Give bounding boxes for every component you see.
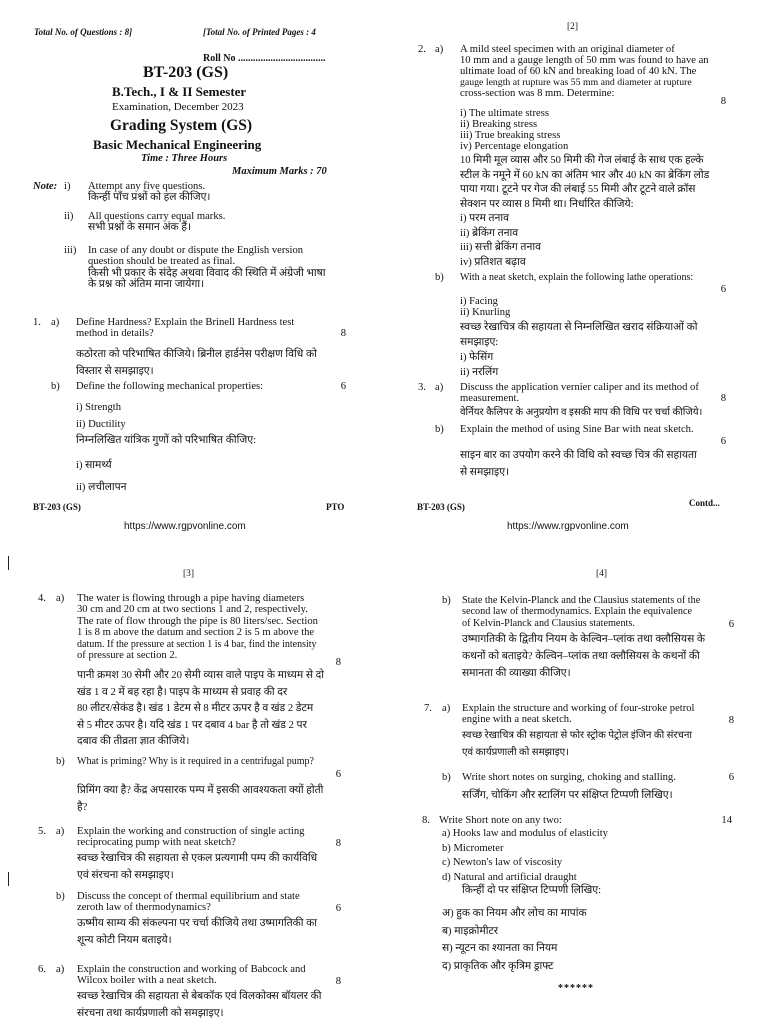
question-text: 1 is 8 m above the datum and section 2 is 5 m above the	[77, 627, 315, 639]
question-text-hindi: 80 लीटर/सेकंड है। खंड 1 डेटम से 8 मीटर ऊपर है व खंड 2 डेटम	[77, 703, 314, 714]
question-text-hindi: स्टील के नमूने में 60 kN का अंतिम भार और 40 kN का ब्रेकिंग लोड	[460, 169, 710, 181]
question-number: 3.	[418, 382, 426, 393]
marks: 6	[720, 284, 726, 295]
website-url: https://www.rgpvonline.com	[507, 521, 629, 532]
question-text: method in details?	[76, 328, 154, 340]
question-text-hindi: शून्य कोटी नियम बताइये।	[77, 935, 172, 946]
question-text: Explain the structure and working of four-stroke petrol	[462, 703, 695, 714]
course-name: B.Tech., I & II Semester	[112, 84, 247, 99]
subject-title: Basic Mechanical Engineering	[93, 137, 262, 152]
question-text-hindi: से 5 मीटर ऊपर है। यदि खंड 1 पर दबाव 4 bar है तो खंड 2 पर	[77, 719, 307, 731]
end-marker: ******	[558, 983, 594, 994]
footer-contd: Contd...	[689, 498, 720, 508]
question-text: The rate of flow through the pipe is 80 liters/sec. Section	[77, 615, 318, 627]
question-text-hindi: 10 मिमी मूल व्यास और 50 मिमी की गेज लंबाई के साथ एक हल्के	[460, 155, 704, 166]
question-part: b)	[442, 595, 451, 606]
note-num: iii)	[64, 245, 77, 256]
question-text: datum. If the pressure at section 1 is 4 bar, find the intensity	[77, 638, 317, 650]
question-text-hindi: स्वच्छ रेखाचित्र की सहायता से बेबकॉक एवं विलकोक्स बॉयलर की	[77, 991, 322, 1002]
question-text: What is priming? Why is it required in a centrifugal pump?	[77, 756, 314, 767]
note-text: किन्हीं पाँच प्रश्नों को हल कीजिए।	[88, 192, 211, 204]
question-text-hindi: सर्जिंग, चोकिंग और स्टालिंग पर संक्षिप्त टिप्पणी लिखिए।	[462, 790, 673, 801]
footer-pto: PTO	[326, 502, 345, 512]
question-item: b) Micrometer	[442, 842, 504, 854]
question-item: d) Natural and artificial draught	[442, 871, 577, 883]
question-text-hindi: एवं संरचना को समझाइए।	[77, 870, 174, 881]
question-item: i) Strength	[76, 402, 122, 413]
note-num: i)	[64, 181, 71, 192]
question-text: engine with a neat sketch.	[462, 714, 572, 726]
question-text: Write Short note on any two:	[439, 815, 562, 826]
question-text-hindi: स्वच्छ रेखाचित्र की सहायता से फोर स्ट्रोक पेट्रोल इंजिन की संरचना	[462, 730, 692, 741]
question-item-hindi: i) फेसिंग	[460, 352, 494, 363]
question-part: a)	[56, 826, 65, 837]
question-item-hindi: iii) सत्ती ब्रेकिंग तनाव	[460, 242, 541, 253]
question-item: ii) Ductility	[76, 419, 126, 430]
question-text: zeroth law of thermodynamics?	[77, 902, 211, 914]
footer-code: BT-203 (GS)	[33, 502, 81, 512]
question-text: second law of thermodynamics. Explain the equivalence	[462, 606, 692, 618]
question-text-hindi: किन्हीं दो पर संक्षिप्त टिप्पणी लिखिए:	[462, 885, 602, 896]
question-text-hindi: दबाव की तीव्रता ज्ञात कीजिये।	[77, 736, 190, 747]
page-number: [2]	[567, 22, 579, 32]
question-text-hindi: समानता की व्याख्या कीजिए।	[462, 668, 571, 679]
question-item: iv) Percentage elongation	[460, 141, 569, 152]
question-item: c) Newton's law of viscosity	[442, 857, 563, 868]
question-item-hindi: iv) प्रतिशत बढ़ाव	[460, 256, 526, 268]
question-text: reciprocating pump with neat sketch?	[77, 837, 236, 849]
question-item: a) Hooks law and modulus of elasticity	[442, 828, 608, 839]
question-text-hindi: एवं कार्यप्रणाली को समझाइए।	[462, 747, 569, 758]
note-text: के प्रश्न को अंतिम माना जायेगा।	[88, 279, 205, 291]
question-text: Explain the construction and working of Babcock and	[77, 964, 306, 975]
marks: 8	[728, 715, 734, 726]
marks: 6	[728, 772, 734, 783]
exam-page-1	[0, 0, 384, 512]
marks: 14	[721, 815, 732, 826]
question-text-hindi: साइन बार का उपयोग करने की विधि को स्वच्छ चित्र की सहायता	[460, 450, 697, 461]
question-item-hindi: अ) हुक का नियम और लोच का मापांक	[442, 908, 587, 919]
question-item-hindi: ब) माइक्रोमीटर	[442, 925, 499, 937]
question-number: 1.	[33, 317, 41, 328]
question-text-hindi: पानी क्रमश 30 सेमी और 20 सेमी व्यास वाले पाइप के माध्यम से दो	[77, 670, 325, 681]
page-number: [3]	[183, 569, 195, 579]
question-text: Explain the working and construction of single acting	[77, 826, 305, 837]
question-text-hindi: स्वच्छ रेखाचित्र की सहायता से निम्नलिखित खराद संक्रियाओं को	[460, 322, 698, 333]
question-text: Write short notes on surging, choking and stalling.	[462, 772, 676, 783]
question-part: b)	[51, 381, 60, 392]
question-part: a)	[435, 44, 444, 55]
note-text: All questions carry equal marks.	[88, 211, 226, 222]
margin-mark	[8, 872, 9, 886]
time-allowed: Time : Three Hours	[141, 153, 228, 164]
question-part: a)	[51, 317, 60, 328]
paper-code: BT-203 (GS)	[143, 64, 229, 81]
question-part: b)	[435, 272, 444, 283]
question-item: iii) True breaking stress	[460, 130, 561, 141]
exam-page-4	[384, 512, 768, 1024]
question-number: 6.	[38, 964, 46, 975]
question-number: 5.	[38, 826, 46, 837]
question-text: With a neat sketch, explain the following lathe operations:	[460, 272, 694, 283]
question-text-hindi: विस्तार से समझाइए।	[76, 366, 154, 377]
question-part: a)	[56, 593, 65, 604]
question-number: 4.	[38, 593, 46, 604]
question-item: i) Facing	[460, 296, 498, 307]
question-text-hindi: निम्नलिखित यांत्रिक गुणों को परिभाषित कीजिए:	[76, 435, 257, 446]
marks: 6	[340, 381, 346, 392]
marks: 8	[720, 96, 726, 107]
question-text: 10 mm and a gauge length of 50 mm was found to have an	[460, 55, 709, 66]
website-url: https://www.rgpvonline.com	[124, 521, 246, 532]
question-text: Wilcox boiler with a neat sketch.	[77, 975, 217, 987]
exam-page-3	[0, 512, 384, 1024]
exam-session: Examination, December 2023	[112, 101, 244, 113]
question-item-hindi: i) सामर्थ्य	[76, 460, 112, 471]
question-text-hindi: संरचना तथा कार्यप्रणाली को समझाइए।	[77, 1008, 224, 1019]
question-text: Discuss the application vernier caliper and its method of	[460, 382, 699, 393]
question-text-hindi: कठोरता को परिभाषित कीजिये। ब्रिनील हार्डनेस परीक्षण विधि को	[76, 349, 317, 360]
question-text: gauge length at rupture was 55 mm and diameter at rupture	[460, 77, 692, 88]
note-text: सभी प्रश्नों के समान अंक हैं।	[88, 222, 191, 234]
question-text-hindi: प्रिमिंग क्या है? केंद्र अपसारक पम्प में इसकी आवश्यकता क्यों होती	[77, 785, 324, 796]
note-text: question should be treated as final.	[88, 256, 236, 268]
question-text-hindi: है?	[77, 802, 88, 813]
marks: 6	[335, 769, 341, 780]
note-label: Note:	[33, 181, 58, 192]
exam-page-2	[384, 0, 768, 512]
question-part: b)	[435, 424, 444, 435]
question-text-hindi: से समझाइए।	[460, 467, 510, 478]
margin-mark	[8, 556, 9, 570]
note-text: In case of any doubt or dispute the English version	[88, 245, 304, 256]
question-text-hindi: ऊष्मीय साम्य की संकल्पना पर चर्चा कीजिये तथा उष्मागतिकी का	[77, 918, 318, 929]
grading-system: Grading System (GS)	[110, 117, 253, 134]
question-text-hindi: कथनों को बताइये? केल्विन–प्लांक तथा क्लौसियस के कथनों की	[462, 651, 700, 662]
marks: 6	[728, 619, 734, 630]
question-part: a)	[435, 382, 444, 393]
question-item: ii) Knurling	[460, 307, 511, 318]
question-part: b)	[56, 756, 65, 767]
question-item-hindi: ii) ब्रेकिंग तनाव	[460, 227, 519, 239]
question-item-hindi: i) परम तनाव	[460, 213, 510, 224]
question-text: State the Kelvin-Planck and the Clausius statements of the	[462, 595, 701, 606]
total-pages: [Total No. of Printed Pages : 4	[203, 27, 316, 37]
marks: 8	[335, 838, 341, 849]
question-number: 2.	[418, 44, 426, 55]
question-item-hindi: द) प्राकृतिक और कृत्रिम ड्राफ्ट	[442, 960, 554, 972]
question-text: of Kelvin-Planck and Clausius statements.	[462, 617, 635, 629]
question-text: Define the following mechanical properties:	[76, 381, 264, 392]
question-text-hindi: समझाइए:	[460, 337, 499, 348]
note-num: ii)	[64, 211, 74, 222]
question-text: A mild steel specimen with an original diameter of	[460, 44, 675, 55]
question-item: i) The ultimate stress	[460, 108, 549, 119]
question-part: a)	[442, 703, 451, 714]
question-text-hindi: उष्मागतिकी के द्वितीय नियम के केल्विन–प्लांक तथा क्लौसियस के	[462, 634, 706, 645]
note-text: Attempt any five questions.	[88, 181, 206, 192]
question-text: of pressure at section 2.	[77, 650, 178, 662]
question-item-hindi: स) न्यूटन का श्यानता का नियम	[442, 943, 558, 954]
question-text-hindi: पाया गया। टूटने पर गेज की लंबाई 55 मिमी और टूटने वाले क्रॉस	[460, 184, 696, 195]
question-item: ii) Breaking stress	[460, 119, 538, 130]
question-part: b)	[442, 772, 451, 783]
marks: 8	[340, 328, 346, 339]
marks: 8	[720, 393, 726, 404]
note-text: किसी भी प्रकार के संदेह अथवा विवाद की स्थिति में अंग्रेजी भाषा	[88, 267, 326, 279]
question-text: ultimate load of 60 kN and breaking load of 40 kN. The	[460, 66, 697, 77]
question-text: Explain the method of using Sine Bar with neat sketch.	[460, 424, 694, 435]
question-part: b)	[56, 891, 65, 902]
question-text-hindi: वेर्नियर कैलिपर के अनुप्रयोग व इसकी माप की विधि पर चर्चा कीजिये।	[460, 407, 703, 418]
question-text: The water is flowing through a pipe having diameters	[77, 593, 305, 604]
marks: 8	[335, 976, 341, 987]
page-number: [4]	[596, 569, 608, 579]
question-text: Discuss the concept of thermal equilibrium and state	[77, 891, 300, 902]
question-item-hindi: ii) लचीलापन	[76, 482, 127, 493]
marks: 6	[335, 903, 341, 914]
question-text: Define Hardness? Explain the Brinell Hardness test	[76, 317, 295, 328]
question-text: cross-section was 8 mm. Determine:	[460, 88, 615, 99]
question-text-hindi: सेक्शन पर व्यास 8 मिमी था। निर्धारित कीजिये:	[460, 198, 634, 210]
question-item-hindi: ii) नरलिंग	[460, 367, 499, 378]
roll-no: Roll No ...................................	[203, 53, 326, 64]
marks: 6	[720, 436, 726, 447]
question-number: 8.	[422, 815, 430, 826]
total-questions: Total No. of Questions : 8]	[34, 27, 133, 37]
question-text-hindi: स्वच्छ रेखाचित्र की सहायता से एकल प्रत्यगामी पम्प की कार्यविधि	[77, 853, 318, 864]
question-text-hindi: खंड 1 व 2 में बह रहा है। पाइप के माध्यम से प्रवाह की दर	[77, 686, 288, 698]
question-text: 30 cm and 20 cm at two sections 1 and 2, respectively.	[77, 604, 308, 616]
marks: 8	[335, 657, 341, 668]
question-part: a)	[56, 964, 65, 975]
footer-code: BT-203 (GS)	[417, 502, 465, 512]
question-text: measurement.	[460, 393, 520, 405]
question-number: 7.	[424, 703, 432, 714]
max-marks: Maximum Marks : 70	[232, 166, 327, 177]
